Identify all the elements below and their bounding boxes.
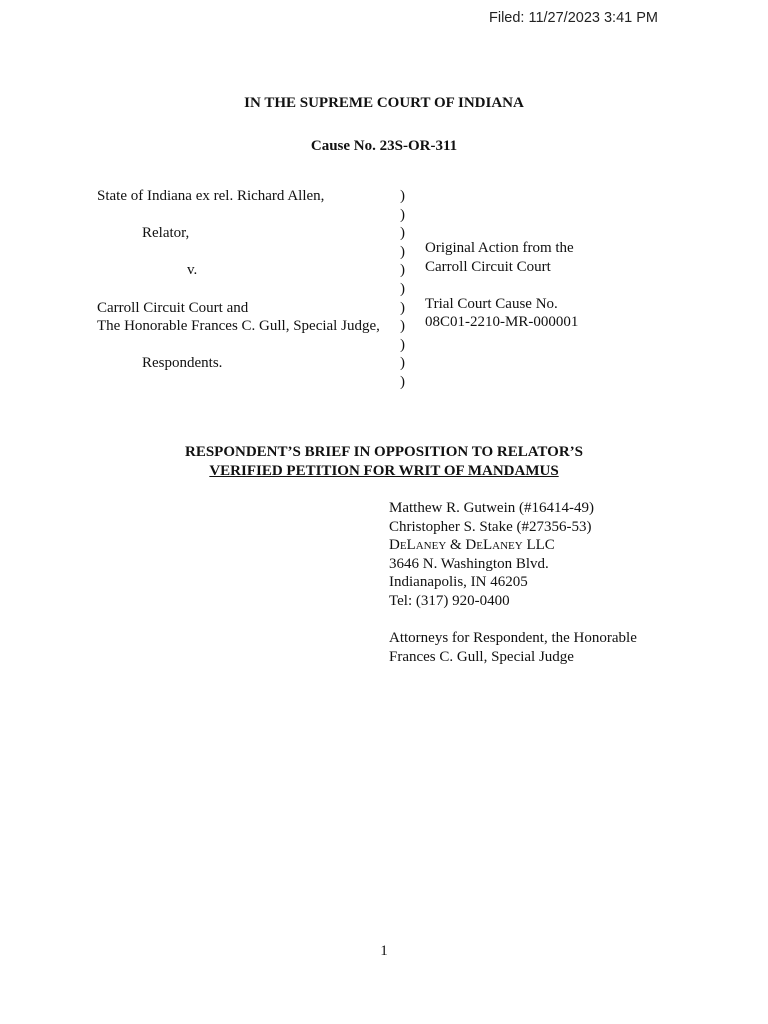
counsel-block <box>389 499 709 666</box>
attorney-name-2: Christopher S. Stake (#27356-53) <box>389 518 592 535</box>
case-caption-origin <box>425 239 655 332</box>
trial-cause-number: 08C01-2210-MR-000001 <box>425 314 579 331</box>
caption-paren: ) <box>400 355 405 372</box>
telephone: Tel: (317) 920-0400 <box>389 592 510 609</box>
caption-paren: ) <box>400 243 405 260</box>
caption-paren: ) <box>400 188 405 204</box>
filing-stamp: Filed: 11/27/2023 3:41 PM <box>488 10 658 26</box>
attorney-name-1: Matthew R. Gutwein (#16414-49) <box>389 500 594 516</box>
caption-paren: ) <box>400 280 405 297</box>
blank-line <box>425 276 655 295</box>
respondents-role: Respondents. <box>142 355 223 372</box>
action-line-2: Carroll Circuit Court <box>425 258 551 275</box>
page-number: 1 <box>380 943 388 959</box>
law-firm-name: DeLaney & DeLaney LLC <box>389 537 555 554</box>
city-state-zip: Indianapolis, IN 46205 <box>389 574 528 591</box>
caption-paren: ) <box>400 318 405 335</box>
action-line-1: Original Action from the <box>425 240 574 256</box>
relator-role: Relator, <box>142 225 190 242</box>
blank-line <box>97 280 382 299</box>
relator-name: State of Indiana ex rel. Richard Allen, <box>97 188 325 204</box>
blank-line <box>97 206 382 225</box>
caption-paren: ) <box>400 206 405 223</box>
street-address: 3646 N. Washington Blvd. <box>389 555 549 572</box>
caption-paren: ) <box>400 373 405 390</box>
counsel-role-line-1: Attorneys for Respondent, the Honorable <box>389 630 637 647</box>
trial-cause-label: Trial Court Cause No. <box>425 295 558 312</box>
court-heading: IN THE SUPREME COURT OF INDIANA <box>244 95 524 111</box>
caption-paren: ) <box>400 336 405 353</box>
brief-title-line-1: RESPONDENT’S BRIEF IN OPPOSITION TO RELATOR’S <box>184 444 583 460</box>
respondent-court: Carroll Circuit Court and <box>97 299 249 316</box>
versus: v. <box>187 262 198 279</box>
counsel-role-line-2: Frances C. Gull, Special Judge <box>389 648 574 665</box>
caption-paren: ) <box>400 225 405 242</box>
caption-paren: ) <box>400 262 405 279</box>
case-caption-parties <box>97 187 382 373</box>
caption-parentheses <box>400 187 412 392</box>
cause-number: Cause No. 23S-OR-311 <box>310 138 458 154</box>
brief-title-line-2: VERIFIED PETITION FOR WRIT OF MANDAMUS <box>209 463 559 479</box>
caption-paren: ) <box>400 299 405 316</box>
blank-line <box>389 611 709 630</box>
brief-title <box>0 443 768 481</box>
blank-line <box>97 336 382 355</box>
blank-line <box>97 243 382 262</box>
respondent-judge: The Honorable Frances C. Gull, Special Judge, <box>97 318 380 335</box>
